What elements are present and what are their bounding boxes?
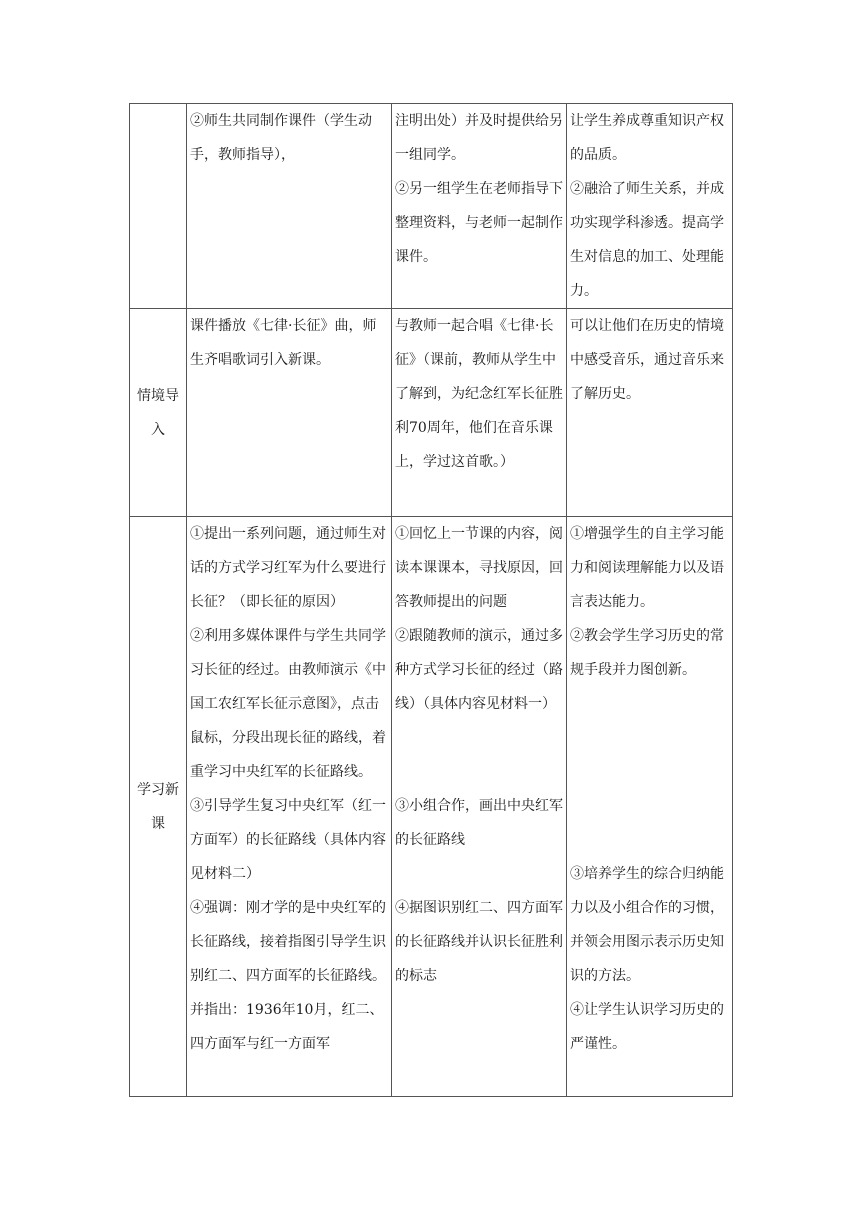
student-activity-text: 注明出处）并及时提供给另一组同学。 ②另一组学生在老师指导下整理资料，与老师一起制作课件。 [395,113,563,265]
student-activity-part: ④据图识别红二、四方面军的长征路线并认识长征胜利的标志 [395,900,563,984]
student-activity-part: ③小组合作，画出中央红军的长征路线 [395,798,563,848]
student-activity-cell [392,104,567,309]
lesson-plan-table [129,103,733,1097]
table-row [130,104,733,309]
student-activity-cell [392,517,567,1097]
stage-label-cell [130,309,187,517]
stage-label-cell [130,104,187,309]
stage-label: 学习新课 [137,781,179,832]
teacher-activity-cell [187,104,392,309]
teacher-activity-cell [187,517,392,1097]
stage-label: 情境导入 [137,387,179,438]
table-row [130,309,733,517]
teacher-activity-text: ①提出一系列问题，通过师生对话的方式学习红军为什么要进行长征？（即长征的原因） ②利用多媒体课件与学生共同学习长征的经过。由教师演示《中国工农红军长征示意图》，点击鼠标，分段出现长征的路线，着重学习中央红军的长征路线。 ③引导学生复习中央红军（红一方面军）的长征路线（具体内容见材料二） ④强调：刚才学的是中央红军的长征路线，接着指图引导学生识别红二、四方面军的长征路线。并指出：1936年10月，红二、四方面军与红一方面军 [190,526,386,1052]
teacher-activity-cell [187,309,392,517]
student-activity-text: 与教师一起合唱《七律·长征》（课前，教师从学生中了解到，为纪念红军长征胜利70周年，他们在音乐课上，学过这首歌。） [395,318,563,470]
stage-label-cell [130,517,187,1097]
design-intent-part: ①增强学生的自主学习能力和阅读理解能力以及语言表达能力。 ②教会学生学习历史的常规手段并力图创新。 [570,526,724,678]
teacher-activity-text: ②师生共同制作课件（学生动手，教师指导）， [190,113,372,163]
design-intent-part: ③培养学生的综合归纳能力以及小组合作的习惯，并领会用图示表示历史知识的方法。 ④让学生认识学习历史的严谨性。 [570,866,724,1052]
design-intent-cell [567,309,733,517]
design-intent-cell [567,517,733,1097]
student-activity-cell [392,309,567,517]
student-activity-part: ①回忆上一节课的内容，阅读本课课本，寻找原因，回答教师提出的问题 ②跟随教师的演示，通过多种方式学习长征的经过（路线）（具体内容见材料一） [395,526,563,712]
table-row [130,517,733,1097]
design-intent-cell [567,104,733,309]
design-intent-text: 可以让他们在历史的情境中感受音乐，通过音乐来了解历史。 [570,318,724,402]
design-intent-text: 让学生养成尊重知识产权的品质。 ②融洽了师生关系，并成功实现学科渗透。提高学生对信息的加工、处理能力。 [570,113,724,299]
teacher-activity-text: 课件播放《七律·长征》曲，师生齐唱歌词引入新课。 [190,318,377,368]
